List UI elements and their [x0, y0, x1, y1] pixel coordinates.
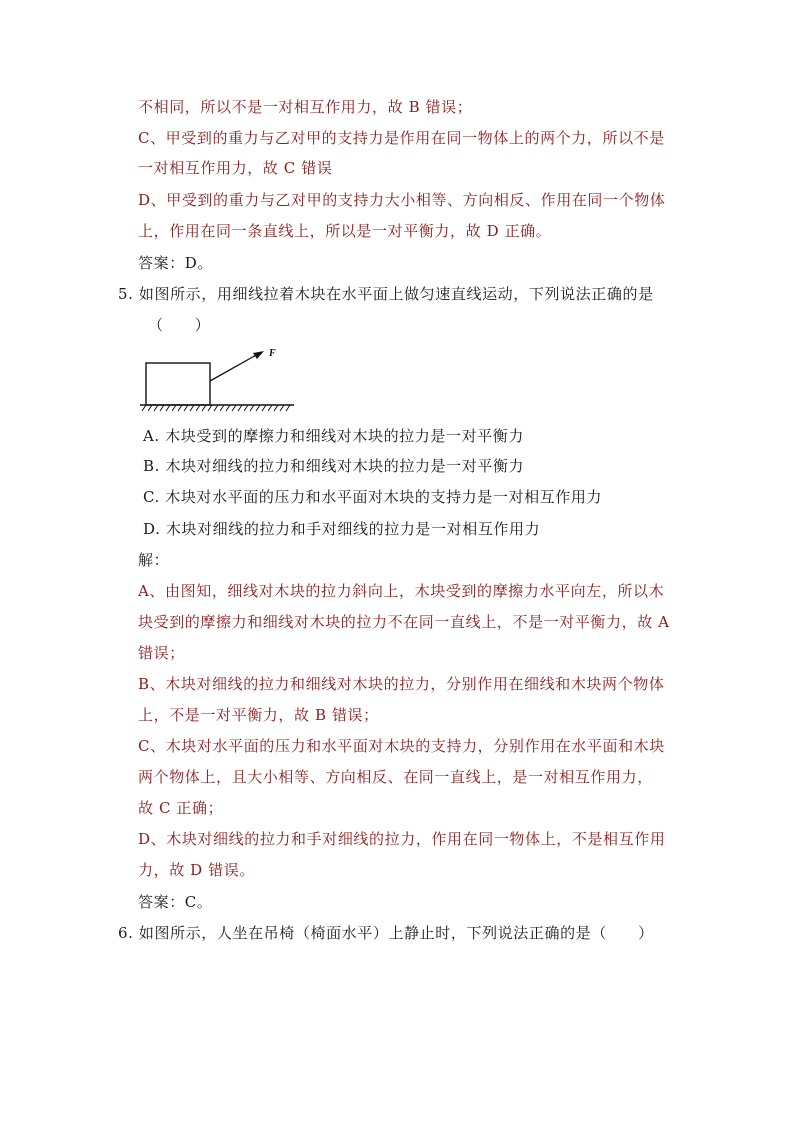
prev-solution-c-line1: C、甲受到的重力与乙对甲的支持力是作用在同一物体上的两个力，所以不是 — [138, 129, 665, 147]
q5-option-a: A. 木块受到的摩擦力和细线对木块的拉力是一对平衡力 — [143, 427, 524, 445]
q5-solution-b-line1: B、木块对细线的拉力和细线对木块的拉力，分别作用在细线和木块两个物体 — [138, 675, 665, 693]
prev-answer: 答案：D。 — [138, 254, 214, 272]
q5-figure — [138, 346, 298, 412]
q5-option-d: D. 木块对细线的拉力和手对细线的拉力是一对相互作用力 — [143, 520, 541, 538]
q5-solution-d-line2: 力，故 D 错误。 — [138, 861, 255, 879]
q6-stem: 6. 如图所示，人坐在吊椅（椅面水平）上静止时，下列说法正确的是（ ） — [118, 924, 654, 942]
wood-block — [146, 363, 210, 405]
q5-solution-c-line1: C、木块对水平面的压力和水平面对木块的支持力，分别作用在水平面和木块 — [138, 737, 665, 755]
q5-option-b: B. 木块对细线的拉力和细线对木块的拉力是一对平衡力 — [143, 457, 525, 475]
q5-solution-a-line3: 错误； — [138, 644, 185, 662]
q5-answer: 答案：C。 — [138, 893, 213, 911]
ground-hatching — [142, 405, 290, 411]
force-label: F — [269, 348, 276, 359]
prev-solution-b-continued: 不相同，所以不是一对相互作用力，故 B 错误； — [138, 98, 473, 116]
prev-solution-d-line1: D、甲受到的重力与乙对甲的支持力大小相等、方向相反、作用在同一个物体 — [138, 191, 666, 209]
q5-option-c: C. 木块对水平面的压力和水平面对木块的支持力是一对相互作用力 — [143, 488, 603, 506]
q5-solution-d-line1: D、木块对细线的拉力和手对细线的拉力，作用在同一物体上，不是相互作用 — [138, 830, 666, 848]
q5-stem-line2: （ ） — [148, 316, 211, 334]
q5-solution-a-line1: A、由图知，细线对木块的拉力斜向上，木块受到的摩擦力水平向左，所以木 — [138, 582, 665, 600]
q5-solution-c-line3: 故 C 正确； — [138, 799, 224, 817]
q5-stem-line1: 5. 如图所示，用细线拉着木块在水平面上做匀速直线运动，下列说法正确的是 — [118, 285, 654, 303]
force-arrowhead-icon — [253, 351, 264, 359]
q5-solution-b-line2: 上，不是一对平衡力，故 B 错误； — [138, 706, 379, 724]
string-force-line — [210, 354, 258, 381]
prev-solution-d-line2: 上，作用在同一条直线上，所以是一对平衡力，故 D 正确。 — [138, 222, 552, 240]
prev-solution-c-line2: 一对相互作用力，故 C 错误 — [138, 159, 333, 177]
q5-solution-a-line2: 块受到的摩擦力和细线对木块的拉力不在同一直线上，不是一对平衡力，故 A — [138, 613, 670, 631]
q5-solution-c-line2: 两个物体上，且大小相等、方向相反、在同一直线上，是一对相互作用力， — [138, 768, 653, 786]
q5-solution-label: 解： — [138, 551, 170, 569]
